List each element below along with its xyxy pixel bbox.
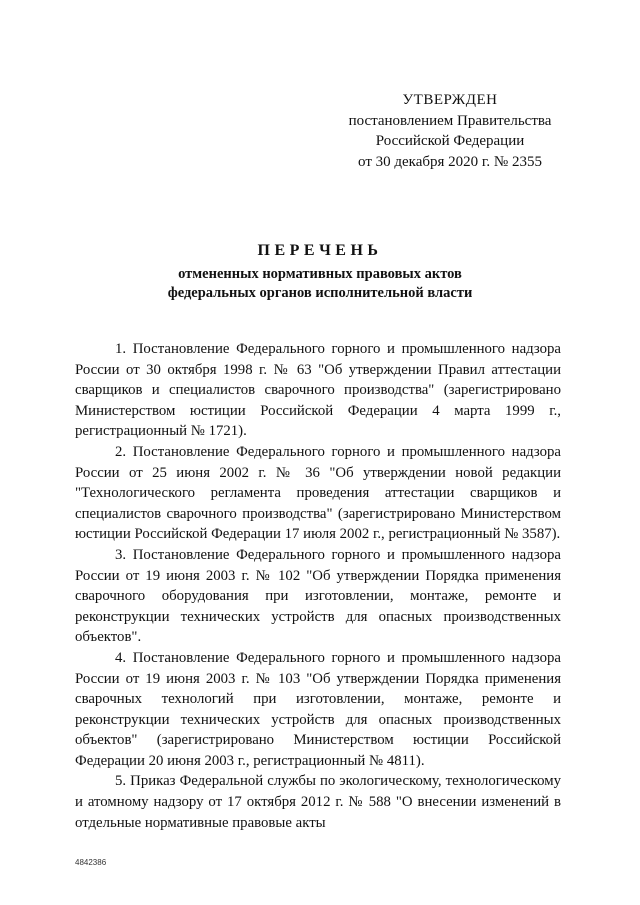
document-code: 4842386 [75,858,107,867]
list-item-2: 2. Постановление Федерального горного и промышленного надзора России от 25 июня 2002 г. № 36 "Об утверждении новой редакции "Технологического регламента проведения аттестации сварщиков и специалистов сварочного производства" (зарегистрировано Министерством юстиции Российской Федерации 17 июля 2002 г., регистрационный № 3587). [75,443,561,543]
list-item-3: 3. Постановление Федерального горного и промышленного надзора России от 19 июня 2003 г. № 102 "Об утверждении Порядка применения сварочного оборудования при изготовлении, монтаже, ремонте и реконструкции технических устройств для опасных производственных объектов". [75,546,561,646]
approval-heading: УТВЕРЖДЕН [402,92,498,108]
approval-stamp [330,90,570,172]
document-body [75,339,561,833]
list-item-4: 4. Постановление Федерального горного и промышленного надзора России от 19 июня 2003 г. № 103 "Об утверждении Порядка применения сварочных технологий при изготовлении, монтаже, ремонте и реконструкции технических устройств для опасных производственных объектов" (зарегистрировано Министерством юстиции Российской Федерации 20 июня 2003 г., регистрационный № 4811). [75,649,561,769]
approval-line-government: Российской Федерации [375,133,525,149]
approval-line-date: от 30 декабря 2020 г. № 2355 [358,153,542,170]
list-item-5: 5. Приказ Федеральной службы по экологическому, технологическому и атомному надзору от 17 октября 2012 г. № 588 "О внесении изменений в отдельные нормативные правовые акты [75,773,561,831]
document-title: ПЕРЕЧЕНЬ [257,242,383,259]
document-subtitle [0,265,640,303]
approval-line-decree: постановлением Правительства [348,112,552,129]
subtitle-line-2: федеральных органов исполнительной власти [167,285,473,301]
subtitle-line-1: отмененных нормативных правовых актов [178,266,462,282]
list-item-1: 1. Постановление Федерального горного и промышленного надзора России от 30 октября 1998 г. № 63 "Об утверждении Правил аттестации сварщиков и специалистов сварочного производства" (зарегистрировано Министерством юстиции Российской Федерации 4 марта 1999 г., регистрационный № 1721). [75,341,561,440]
